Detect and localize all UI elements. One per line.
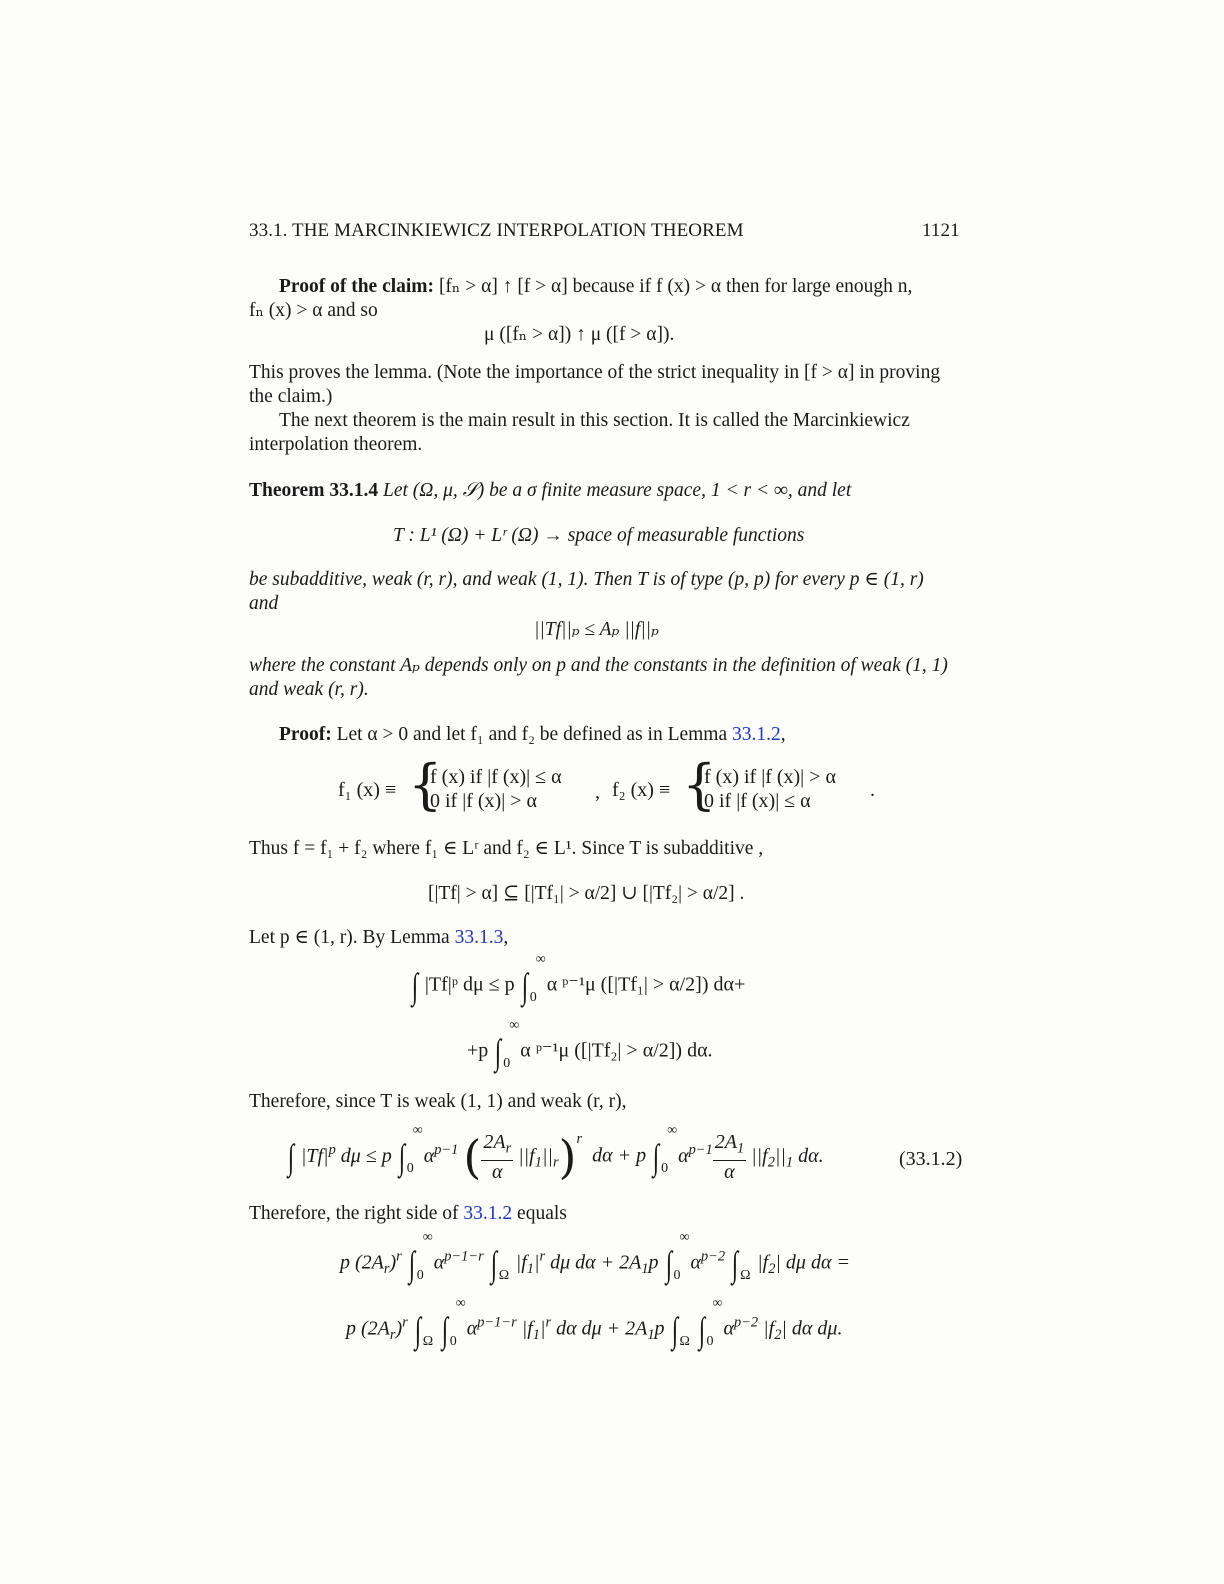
eq-term: $\alpha^{p-1}$ bbox=[423, 1141, 459, 1167]
lower-limit: Ω bbox=[679, 1334, 690, 1349]
integral-sign: ∫ bbox=[398, 1137, 405, 1177]
eq-term: $|Tf|^p$ dμ ≤ p bbox=[300, 1141, 392, 1167]
fraction: $\frac{2A_r}{\alpha}$ bbox=[483, 1131, 512, 1183]
proof-line2: Thus f = f₁ + f₂ where f₁ ∈ Lʳ and f₂ ∈ L¹. Since T is subadditive , bbox=[249, 838, 764, 859]
eq-term: $\alpha^{p-1}$ bbox=[678, 1141, 713, 1167]
theorem-line4: where the constant Aₚ depends only on p and the constants in the definition of weak (1, 1) bbox=[249, 655, 948, 676]
lower-limit: Ω bbox=[422, 1334, 434, 1349]
def-f2-brace: { bbox=[682, 753, 717, 816]
def-f1-lhs: f₁ (x) ≡ bbox=[338, 779, 397, 801]
rs-integral bbox=[440, 1296, 466, 1350]
upper-limit: ∞ bbox=[679, 1230, 690, 1245]
proof-line1 bbox=[279, 723, 786, 747]
lower-limit: 0 bbox=[661, 1161, 669, 1176]
claim-display-equation: μ ([fₙ > α]) ↑ μ ([f > α]). bbox=[484, 324, 675, 345]
lower-limit: Ω bbox=[498, 1268, 510, 1283]
proof-line3-text: Let p ∈ (1, r). By Lemma bbox=[249, 927, 450, 948]
integral-sign: ∫ bbox=[490, 1244, 497, 1284]
proof-line3-end: , bbox=[503, 927, 509, 948]
integral-sign: ∫ bbox=[731, 1244, 739, 1284]
upper-limit: ∞ bbox=[422, 1230, 433, 1245]
proof-line3 bbox=[249, 926, 508, 950]
ineq1-right: α ᵖ⁻¹μ ([|Tf₁| > α/2]) dα+ bbox=[546, 973, 746, 996]
def-f1-case1: f (x) if |f (x)| ≤ α bbox=[430, 766, 562, 788]
lemma-33-1-2-link[interactable]: 33.1.2 bbox=[732, 724, 781, 745]
claim-paragraph-line2: fₙ (x) > α and so bbox=[249, 300, 378, 321]
integral-sign: ∫ bbox=[698, 1310, 705, 1350]
ineq2-left: +p bbox=[467, 1039, 489, 1062]
lower-limit: 0 bbox=[449, 1334, 457, 1349]
eq-integral bbox=[651, 1123, 678, 1177]
lower-limit: 0 bbox=[406, 1161, 414, 1176]
integral-sign: ∫ bbox=[671, 1310, 678, 1350]
proof-line5-text: Therefore, the right side of bbox=[249, 1203, 459, 1224]
ineq2-right: α ᵖ⁻¹μ ([|Tf₂| > α/2]) dα. bbox=[520, 1039, 713, 1062]
def-f1-brace: { bbox=[408, 753, 443, 816]
exponent: r bbox=[576, 1130, 583, 1147]
def-f1-case2: 0 if |f (x)| > α bbox=[430, 790, 537, 812]
def-comma: , bbox=[595, 781, 600, 803]
theorem-display-operator: T : L¹ (Ω) + Lʳ (Ω) → space of measurable functions bbox=[393, 525, 805, 546]
integral-sign: ∫ bbox=[287, 1137, 295, 1177]
lower-limit: 0 bbox=[416, 1268, 424, 1283]
theorem-label: Theorem 33.1.4 bbox=[249, 480, 379, 501]
rs-integral bbox=[730, 1246, 752, 1282]
theorem-line5: and weak (r, r). bbox=[249, 679, 369, 700]
equation-33-1-2 bbox=[286, 1123, 824, 1190]
integral-sign: ∫ bbox=[521, 966, 528, 1006]
running-header-section: 33.1. THE MARCINKIEWICZ INTERPOLATION THEOREM bbox=[249, 220, 744, 241]
lower-limit: 0 bbox=[503, 1056, 511, 1071]
upper-limit: ∞ bbox=[509, 1018, 520, 1033]
upper-limit: ∞ bbox=[455, 1296, 466, 1311]
ineq1-integral bbox=[520, 952, 546, 1006]
integral-sign: ∫ bbox=[408, 1244, 415, 1284]
ineq2-integral bbox=[493, 1018, 520, 1072]
rs-integral bbox=[697, 1296, 723, 1350]
upper-limit: ∞ bbox=[667, 1123, 678, 1138]
lemma-33-1-3-link[interactable]: 33.1.3 bbox=[454, 927, 504, 948]
right-side-line2: p $(2A_r)^r$ ∫ Ω ∫ ∞ 0 $\alpha^{p-1-r}$ $|f_1|^r$ dα $d\mu + 2A_1p$ ∫ Ω ∫ ∞ 0 $\alpha^{p-2}$ $|f_2|$ dα dμ. bbox=[346, 1296, 843, 1350]
page-number: 1121 bbox=[922, 220, 960, 241]
claim-label: Proof of the claim: bbox=[279, 276, 435, 297]
proof-line5-end: equals bbox=[517, 1203, 567, 1224]
lower-limit: Ω bbox=[740, 1268, 751, 1283]
rs-integral bbox=[489, 1246, 511, 1282]
lower-limit: 0 bbox=[673, 1268, 681, 1283]
upper-limit: ∞ bbox=[535, 952, 546, 967]
integral-sign: ∫ bbox=[441, 1310, 448, 1350]
rs-integral bbox=[664, 1230, 690, 1284]
proof-text: Let α > 0 and let f₁ and f₂ be defined as in Lemma bbox=[336, 724, 728, 745]
integral-sign: ∫ bbox=[495, 1032, 502, 1072]
eq-term: $||f_1||_r$ bbox=[518, 1144, 559, 1170]
theorem-line2: be subadditive, weak (r, r), and weak (1, 1). Then T is of type (p, p) for every p ∈ (1, r) bbox=[249, 569, 924, 590]
theorem-line1 bbox=[249, 479, 851, 503]
def-f2-case1: f (x) if |f (x)| > α bbox=[704, 766, 836, 788]
integral-sign: ∫ bbox=[411, 966, 419, 1006]
fraction: $\frac{2A_1}{\alpha}$ bbox=[714, 1131, 745, 1183]
claim-paragraph-line1 bbox=[279, 275, 912, 299]
def-f2-case2: 0 if |f (x)| ≤ α bbox=[704, 790, 811, 812]
proof-line1-end: , bbox=[780, 724, 786, 745]
def-f2-lhs: f₂ (x) ≡ bbox=[612, 779, 671, 801]
rs-integral bbox=[413, 1312, 435, 1348]
subset-display-equation: [|Tf| > α] ⊆ [|Tf₁| > α/2] ∪ [|Tf₂| > α/2] . bbox=[428, 883, 745, 904]
para1-line4: interpolation theorem. bbox=[249, 434, 423, 455]
ineq1-left: |Tf|ᵖ dμ ≤ p bbox=[424, 973, 515, 996]
ineq1 bbox=[410, 952, 746, 1018]
integral-sign: ∫ bbox=[665, 1244, 672, 1284]
para1-line1: This proves the lemma. (Note the importance of the strict inequality in [f > α] in proving bbox=[249, 362, 941, 383]
eq-integral bbox=[397, 1123, 423, 1177]
right-paren: ) bbox=[558, 1130, 577, 1184]
proof-line4: Therefore, since T is weak (1, 1) and weak (r, r), bbox=[249, 1091, 627, 1112]
lower-limit: 0 bbox=[706, 1334, 714, 1349]
integral-sign: ∫ bbox=[652, 1137, 660, 1177]
right-side-line1: p $(2A_r)^r$ ∫ ∞ 0 $\alpha^{p-1-r}$ ∫ Ω $|f_1|^r$ dμ $d\alpha + 2A_1p$ ∫ ∞ 0 $\alpha^{p-2}$ ∫ Ω $|f_2|$ dμ dα = bbox=[340, 1230, 850, 1284]
upper-limit: ∞ bbox=[712, 1296, 723, 1311]
def-period: . bbox=[870, 779, 875, 801]
rs-integral bbox=[407, 1230, 433, 1284]
equation-33-1-2-link[interactable]: 33.1.2 bbox=[463, 1203, 513, 1224]
upper-limit: ∞ bbox=[412, 1123, 423, 1138]
theorem-line3: and bbox=[249, 593, 279, 614]
para1-line2: the claim.) bbox=[249, 386, 333, 407]
eq-term: $||f_2||_1$ dα. bbox=[751, 1144, 824, 1170]
claim-text: [fₙ > α] ↑ [f > α] because if f (x) > α then for large enough n, bbox=[438, 276, 913, 297]
proof-label: Proof: bbox=[279, 724, 332, 745]
ineq2 bbox=[467, 1018, 713, 1084]
lower-limit: 0 bbox=[529, 990, 537, 1005]
theorem-statement: Let (Ω, μ, 𝒮) be a σ finite measure space, 1 < r < ∞, and let bbox=[382, 480, 852, 501]
equation-number: (33.1.2) bbox=[899, 1148, 963, 1170]
rs-integral bbox=[670, 1312, 692, 1348]
para1-line3: The next theorem is the main result in this section. It is called the Marcinkiewicz bbox=[279, 410, 910, 431]
theorem-display-norm-inequality: ||Tf||ₚ ≤ Aₚ ||f||ₚ bbox=[534, 619, 659, 640]
integral-sign: ∫ bbox=[414, 1310, 421, 1350]
proof-line5 bbox=[249, 1202, 567, 1226]
eq-term: dα + p bbox=[587, 1144, 647, 1167]
left-paren: ( bbox=[463, 1130, 482, 1184]
